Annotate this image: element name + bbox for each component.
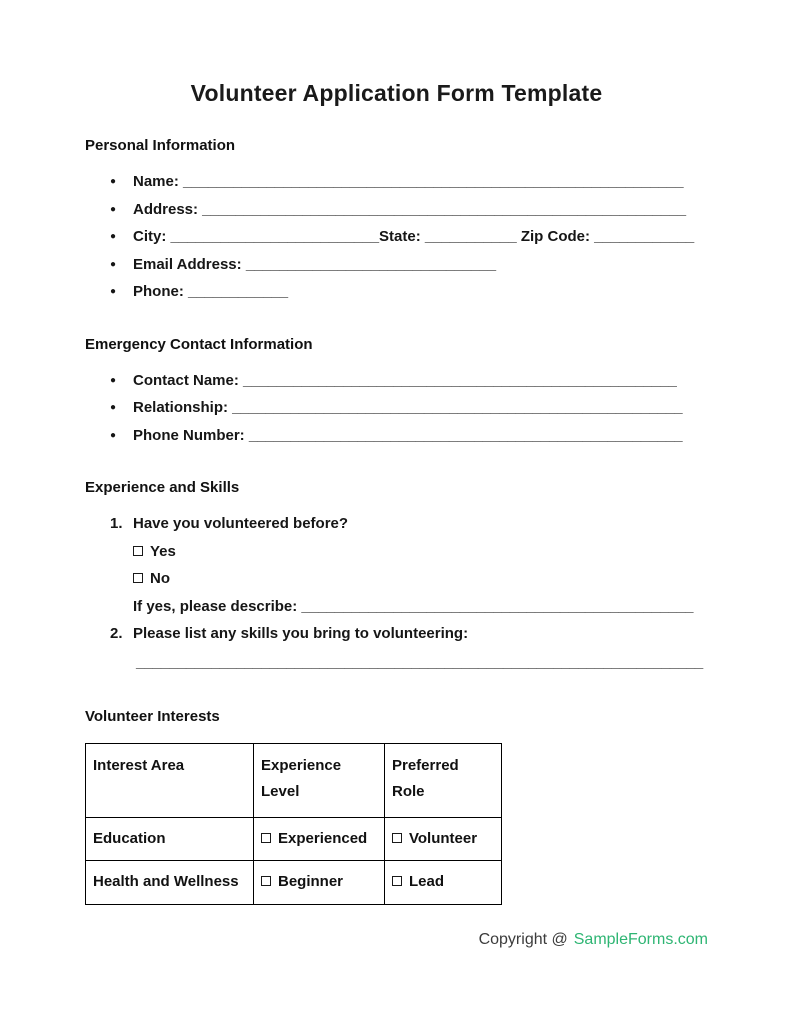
- page-title: Volunteer Application Form Template: [190, 80, 603, 106]
- list-item: [85, 251, 708, 279]
- checkbox-icon: [133, 546, 143, 556]
- table-cell-area: Health and Wellness: [86, 861, 254, 905]
- bullet-icon: [110, 394, 133, 422]
- list-item: [85, 196, 708, 224]
- form-field-line: Relationship: ______________________________________________________: [133, 399, 683, 416]
- bullet-icon: [110, 251, 133, 279]
- checkbox-icon: [392, 833, 402, 843]
- bullet-icon: [110, 278, 133, 306]
- form-field-line: Phone Number: ____________________________________________________: [133, 426, 683, 444]
- copyright-text: Copyright @: [478, 930, 568, 948]
- table-header-experience-level: Experience Level: [254, 743, 385, 817]
- document-content: [0, 137, 793, 905]
- form-field-line: Name: ____________________________________________________________: [133, 173, 684, 190]
- question-body: [133, 620, 708, 648]
- bullet-icon: [110, 367, 133, 395]
- list-number: 1.: [110, 515, 123, 532]
- question-body: [133, 510, 708, 620]
- checkbox-icon: [392, 876, 402, 886]
- bullet-icon: [110, 168, 133, 196]
- personal-info-list: [85, 168, 708, 306]
- experience-questions: [85, 510, 708, 678]
- section-heading-emergency: Emergency Contact Information: [85, 335, 313, 353]
- table-cell-level: [254, 861, 385, 905]
- question-item-1: [85, 510, 708, 620]
- checkbox-icon: [261, 833, 271, 843]
- section-heading-experience: Experience and Skills: [85, 479, 240, 496]
- form-field-line: Phone: ____________: [133, 283, 289, 300]
- bullet-icon: [110, 196, 133, 224]
- form-field-line: Email Address: ______________________________: [133, 255, 497, 273]
- form-field-line: Address: __________________________________________________________: [133, 200, 687, 218]
- list-item: [85, 394, 708, 422]
- table-header-preferred-role: Preferred Role: [385, 743, 502, 817]
- list-item: [85, 223, 708, 251]
- option-label: Experienced: [278, 829, 368, 847]
- checkbox-option-yes: [133, 538, 708, 566]
- table-header-row: [86, 743, 502, 817]
- list-item: [85, 278, 708, 306]
- bullet-icon: [110, 422, 133, 450]
- bullet-icon: [110, 223, 133, 251]
- section-heading-personal: Personal Information: [85, 137, 236, 154]
- option-label: Yes: [150, 542, 176, 560]
- list-item: [85, 168, 708, 196]
- table-cell-role: [385, 817, 502, 861]
- table-row: [86, 861, 502, 905]
- table-cell-area: Education: [86, 817, 254, 861]
- list-item: [85, 422, 708, 450]
- question-text: Please list any skills you bring to volunteering:: [133, 625, 469, 642]
- option-label: No: [150, 570, 170, 587]
- question-text: Have you volunteered before?: [133, 515, 349, 532]
- list-item: [85, 367, 708, 395]
- sampleforms-link[interactable]: SampleForms.com: [573, 930, 708, 948]
- section-heading-interests: Volunteer Interests: [85, 707, 220, 725]
- form-field-line: Contact Name: ____________________________________________________: [133, 371, 677, 389]
- checkbox-icon: [133, 573, 143, 583]
- table-row: [86, 817, 502, 861]
- table-cell-role: [385, 861, 502, 905]
- emergency-contact-list: [85, 367, 708, 450]
- footer: [0, 905, 793, 949]
- option-label: Volunteer: [409, 829, 478, 847]
- list-number: 2.: [110, 625, 123, 642]
- interests-table: [85, 743, 502, 905]
- checkbox-option-no: [133, 565, 708, 593]
- followup-text: If yes, please describe: _______________________________________________: [133, 597, 694, 615]
- table-header-interest-area: Interest Area: [86, 743, 254, 817]
- question-item-2: [85, 620, 708, 648]
- checkbox-icon: [261, 876, 271, 886]
- answer-blank-line: ____________________________________________________________________: [136, 653, 704, 671]
- option-label: Beginner: [278, 873, 344, 890]
- table-cell-level: [254, 817, 385, 861]
- form-field-line: City: _________________________State: ___________ Zip Code: ____________: [133, 228, 695, 245]
- option-label: Lead: [409, 873, 445, 890]
